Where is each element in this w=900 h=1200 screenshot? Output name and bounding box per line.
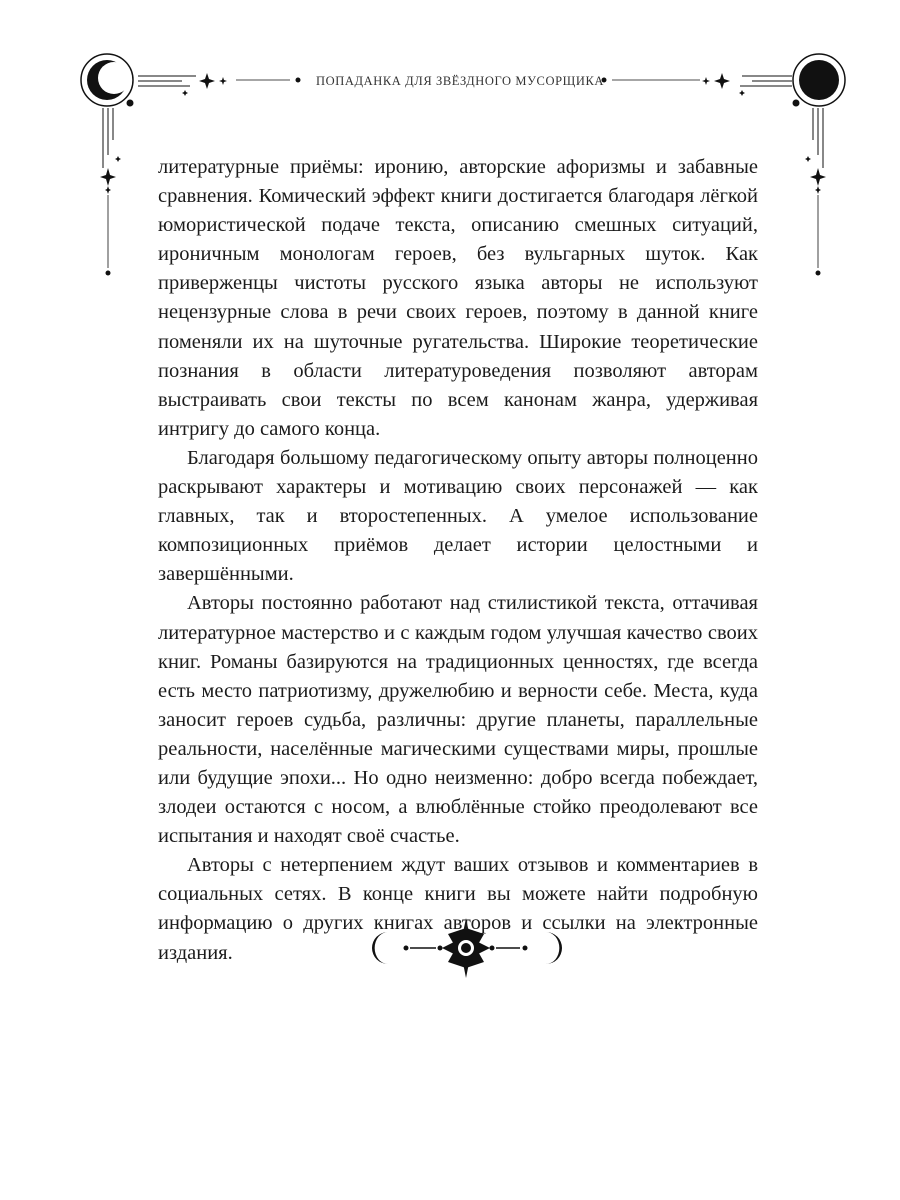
full-moon-circle-icon — [793, 54, 845, 106]
crescent-moon-circle-icon — [81, 54, 133, 106]
page-body — [158, 153, 758, 968]
paragraph: Благодаря большому педагогическому опыту авторы полноценно раскрывают характеры и мотивацию своих персонажей — как главных, так и второстепенных. А умелое использование композиционных приёмов делает истории целостными и завершёнными. — [158, 446, 758, 586]
paragraph: Авторы постоянно работают над стилистикой текста, оттачивая литературное мастерство и с каждым годом улучшая качество своих книг. Романы базируются на традиционных ценностях, где всегда есть место патриотизму, дружелюбию и верности себе. Места, куда заносит героев судьба, различны: другие планеты, параллельные реальности, населённые магическими существами миры, прошлые или будущие эпохи... Но одно неизменно: добро всегда побеждает, злодеи остаются с носом, а влюблённые стойко преодолевают все испытания и находят своё счастье. — [158, 592, 758, 848]
left-vertical-stars — [100, 156, 121, 276]
paragraph: литературные приёмы: иронию, авторские афоризмы и забавные сравнения. Комический эффект книги достигается благодаря лёгкой юмористической подаче текста, описанию смешных ситуаций, ироничным монологам героев, без вульгарных шуток. Как приверженцы чистоты русского языка авторы не используют нецензурные слова в речи своих героев, поэтому в данной книге поменяли их на шуточные ругательства. Широкие теоретические познания в области литературоведения позволяют авторам выстраивать свои тексты по всем канонам жанра, удерживая интригу до самого конца. — [158, 156, 758, 440]
top-left-stars — [127, 73, 301, 107]
running-head-title: ПОПАДАНКА ДЛЯ ЗВЁЗДНОГО МУСОРЩИКА — [315, 74, 605, 88]
top-right-stars — [602, 73, 800, 107]
right-vertical-stars — [805, 156, 826, 276]
paragraph: Авторы с нетерпением ждут ваших отзывов и комментариев в социальных сетях. В конце книги вы можете найти подробную информацию о других книгах авторов и ссылки на электронные издания. — [158, 854, 758, 964]
